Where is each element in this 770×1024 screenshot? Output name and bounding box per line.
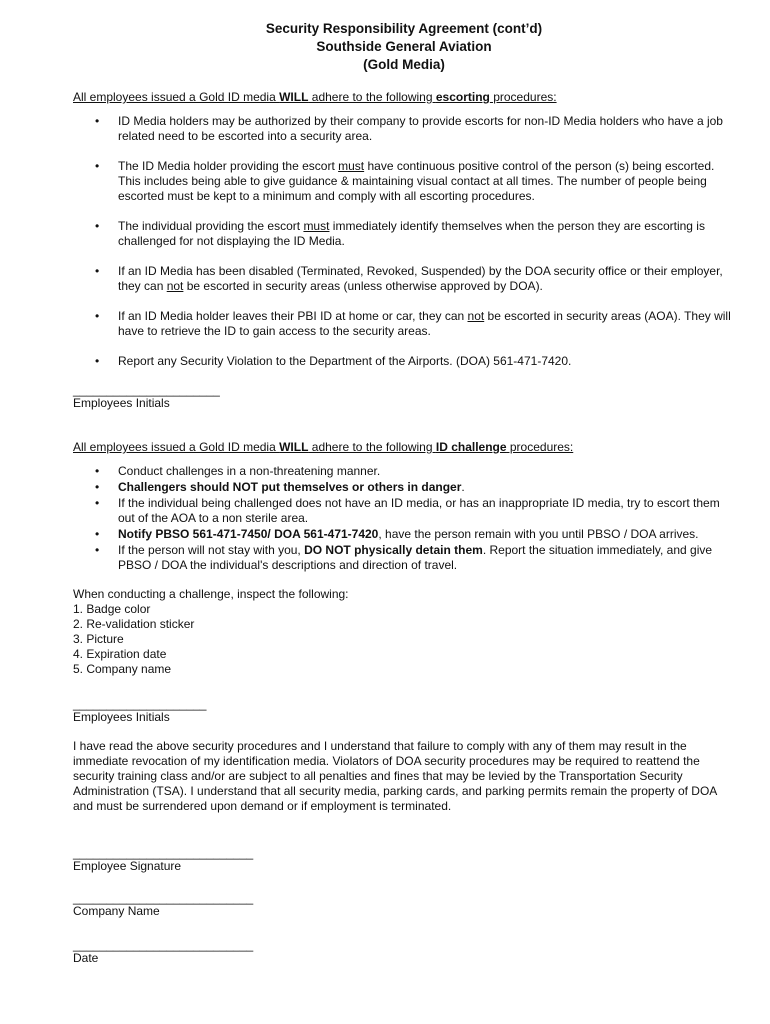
inspect-list — [73, 602, 735, 677]
escort-item-2-text-a: The ID Media holder providing the escort — [118, 159, 339, 173]
challenge-item-5 — [73, 543, 735, 573]
escort-intro-post: procedures: — [489, 90, 557, 104]
challenge-item-4-phone: Notify PBSO 561-471-7450/ DOA 561-471-7420 — [118, 527, 379, 541]
escort-item-4 — [73, 264, 735, 294]
challenge-item-1-text: Conduct challenges in a non-threatening manner. — [118, 464, 381, 478]
challenge-item-5-text-b: . Report the situation immediately, and give PBSO / DOA the individual's descriptions and direction of travel. — [118, 543, 713, 572]
challenge-item-1 — [73, 464, 735, 479]
escort-item-1-text: ID Media holders may be authorized by their company to provide escorts for non-ID Media holders who have a job related need to be escorted into a security area. — [118, 114, 723, 143]
company-name-line[interactable]: ___________________________ — [73, 891, 254, 905]
escort-item-6-text: Report any Security Violation to the Department of the Airports. (DOA) 561-471-7420. — [118, 354, 572, 368]
title-line-3: (Gold Media) — [363, 57, 445, 72]
challenge-intro-will: WILL — [279, 440, 309, 454]
employee-signature-line[interactable]: ___________________________ — [73, 846, 254, 860]
inspect-item: 3. Picture — [73, 632, 124, 646]
escort-item-3-text-a: The individual providing the escort — [118, 219, 304, 233]
escort-intro-mid: adhere to the following — [308, 90, 436, 104]
inspect-intro: When conducting a challenge, inspect the following: — [73, 587, 349, 601]
challenge-item-5-bold: DO NOT physically detain them — [304, 543, 483, 557]
escort-item-3-must: must — [303, 219, 330, 233]
escort-intro — [73, 90, 735, 105]
escort-item-5-text-a: If an ID Media holder leaves their PBI ID at home or car, they can — [118, 309, 468, 323]
challenge-item-4 — [73, 527, 735, 542]
escort-item-3 — [73, 219, 735, 249]
escort-item-3-text-b: immediately identify themselves when the person they are escorting is challenged for not displaying the ID Media. — [118, 219, 705, 248]
date-line[interactable]: ___________________________ — [73, 938, 254, 952]
title-line-1: Security Responsibility Agreement (cont’d) — [265, 21, 543, 36]
challenge-procedures-list — [73, 464, 735, 573]
challenge-item-2-end: . — [461, 480, 465, 494]
challenge-initials-label: Employees Initials — [73, 710, 170, 724]
escort-intro-text: All employees issued a Gold ID media — [73, 90, 280, 104]
challenge-intro-post: procedures: — [506, 440, 574, 454]
inspect-item: 1. Badge color — [73, 602, 151, 616]
company-name-label: Company Name — [73, 904, 160, 918]
escort-item-5 — [73, 309, 735, 339]
escort-item-4-not: not — [166, 279, 184, 293]
date-label: Date — [73, 951, 99, 965]
challenge-item-3 — [73, 496, 735, 526]
escort-item-4-text-b: be escorted in security areas (unless otherwise approved by DOA). — [183, 279, 543, 293]
inspect-item: 2. Re-validation sticker — [73, 617, 195, 631]
challenge-intro-text: All employees issued a Gold ID media — [73, 440, 280, 454]
escort-item-4-text-a: If an ID Media has been disabled (Terminated, Revoked, Suspended) by the DOA security office or their employer, they can — [118, 264, 723, 293]
inspect-item: 5. Company name — [73, 662, 172, 676]
title-line-2: Southside General Aviation — [316, 39, 492, 54]
escort-item-5-text-b: be escorted in security areas (AOA). They will have to retrieve the ID to gain access to the security areas. — [118, 309, 731, 338]
document-title — [73, 20, 735, 74]
escort-item-2-must: must — [338, 159, 365, 173]
escort-intro-will: WILL — [279, 90, 309, 104]
escort-item-6 — [73, 354, 735, 369]
escort-item-2 — [73, 159, 735, 204]
acknowledgement-paragraph: I have read the above security procedures and I understand that failure to comply with any of them may result in the immediate revocation of my identification media. Violators of DOA security procedures may be required to reattend the security training class and/or are subject to all penalties and fines that may be levied by the Transportation Security Administration (TSA). I understand that all security media, parking cards, and parking permits remain the property of DOA and must be surrendered upon demand or if employment is terminated. — [73, 739, 717, 813]
inspect-item: 4. Expiration date — [73, 647, 167, 661]
escort-item-2-text-b: have continuous positive control of the person (s) being escorted. This includes being able to give guidance & maintaining visual contact at all times. The number of people being escorted must be kept to a minimum and comply with all escorting procedures. — [118, 159, 715, 203]
escort-initials-line[interactable]: ______________________ — [73, 383, 220, 397]
escort-initials-label: Employees Initials — [73, 396, 170, 410]
employee-signature-label: Employee Signature — [73, 859, 182, 873]
escort-intro-key: escorting — [435, 90, 490, 104]
challenge-item-2 — [73, 480, 735, 495]
challenge-item-2-text: Challengers should NOT put themselves or others in danger — [118, 480, 462, 494]
challenge-item-5-text-a: If the person will not stay with you, — [118, 543, 305, 557]
escort-item-5-not: not — [467, 309, 485, 323]
challenge-intro — [73, 440, 735, 455]
challenge-initials-line[interactable]: ____________________ — [73, 697, 207, 711]
document-page — [73, 20, 735, 966]
challenge-intro-key: ID challenge — [435, 440, 507, 454]
escort-item-1 — [73, 114, 735, 144]
challenge-item-4-text: , have the person remain with you until PBSO / DOA arrives. — [378, 527, 699, 541]
challenge-intro-mid: adhere to the following — [308, 440, 436, 454]
challenge-item-3-text: If the individual being challenged does not have an ID media, or has an inappropriate ID media, try to escort them out of the AOA to a non sterile area. — [118, 496, 720, 525]
escort-procedures-list — [73, 114, 735, 369]
